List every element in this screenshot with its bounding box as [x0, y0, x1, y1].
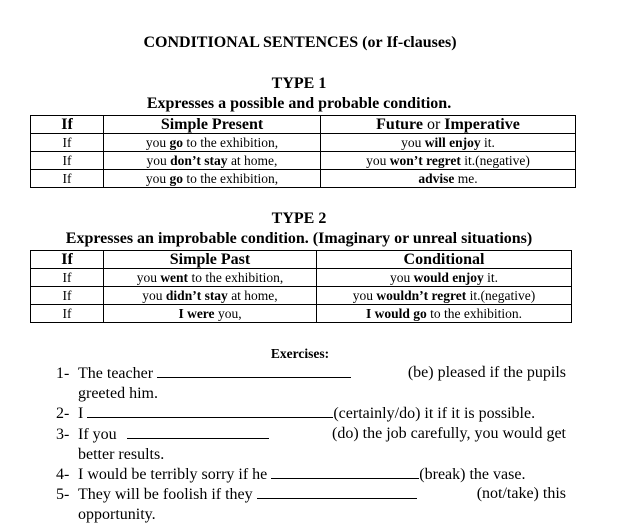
- table-row: [31, 287, 572, 305]
- exercise-item: [56, 464, 566, 485]
- exercise-continuation: better results.: [78, 446, 165, 463]
- exercise-number: 3-: [56, 426, 70, 443]
- if-cell: If: [31, 134, 104, 152]
- exercise-number: 2-: [56, 405, 70, 422]
- header-simple-present: Simple Present: [104, 116, 321, 134]
- type2-table: [30, 250, 572, 323]
- exercise-text: I would be terribly sorry if he: [78, 466, 268, 483]
- result-cell: advise me.: [321, 170, 576, 188]
- condition-cell: I were you,: [104, 305, 317, 323]
- type1-subtitle: Expresses a possible and probable condition.: [146, 95, 452, 112]
- if-cell: If: [31, 269, 104, 287]
- answer-blank[interactable]: [87, 403, 333, 418]
- exercise-number: 1-: [56, 365, 70, 382]
- table-row: [31, 152, 576, 170]
- header-if: If: [31, 251, 104, 269]
- if-cell: If: [31, 170, 104, 188]
- result-cell: you will enjoy it.: [321, 134, 576, 152]
- exercise-hint: (be) pleased if the pupils: [407, 364, 566, 381]
- table-row: [31, 170, 576, 188]
- table-row: [31, 305, 572, 323]
- header-conditional: Conditional: [317, 251, 572, 269]
- exercise-item: [56, 484, 566, 525]
- exercise-continuation: opportunity.: [78, 506, 156, 523]
- result-cell: you would enjoy it.: [317, 269, 572, 287]
- result-cell: I would go to the exhibition.: [317, 305, 572, 323]
- condition-cell: you go to the exhibition,: [104, 170, 321, 188]
- result-cell: you won’t regret it.(negative): [321, 152, 576, 170]
- exercises-title: Exercises:: [270, 346, 330, 361]
- condition-cell: you went to the exhibition,: [104, 269, 317, 287]
- condition-cell: you didn’t stay at home,: [104, 287, 317, 305]
- exercise-text: If you: [78, 426, 117, 443]
- exercise-item: [56, 363, 566, 404]
- table-row: [31, 134, 576, 152]
- exercise-continuation: greeted him.: [78, 385, 158, 402]
- if-cell: If: [31, 287, 104, 305]
- condition-cell: you go to the exhibition,: [104, 134, 321, 152]
- exercise-item: [56, 424, 566, 465]
- page-title: CONDITIONAL SENTENCES (or If-clauses): [143, 34, 457, 51]
- exercise-number: 5-: [56, 486, 70, 503]
- type1-heading: TYPE 1: [271, 75, 327, 92]
- type1-table: [30, 115, 576, 188]
- header-future-or-imperative: Future or Imperative: [321, 116, 576, 134]
- exercise-number: 4-: [56, 466, 70, 483]
- if-cell: If: [31, 152, 104, 170]
- exercise-text: They will be foolish if they: [78, 486, 253, 503]
- type2-heading: TYPE 2: [271, 210, 327, 227]
- exercise-hint: (do) the job carefully, you would get: [331, 425, 566, 442]
- answer-blank[interactable]: [127, 424, 269, 439]
- header-simple-past: Simple Past: [104, 251, 317, 269]
- table-row: [31, 269, 572, 287]
- exercise-hint: (certainly/do) it if it is possible.: [333, 405, 536, 422]
- exercise-text: I: [78, 405, 84, 422]
- exercise-hint: (break) the vase.: [419, 466, 526, 483]
- answer-blank[interactable]: [257, 484, 417, 499]
- result-cell: you wouldn’t regret it.(negative): [317, 287, 572, 305]
- exercise-hint: (not/take) this: [476, 485, 566, 502]
- header-if: If: [31, 116, 104, 134]
- if-cell: If: [31, 305, 104, 323]
- exercise-text: The teacher: [78, 365, 154, 382]
- table-header-row: [31, 116, 576, 134]
- condition-cell: you don’t stay at home,: [104, 152, 321, 170]
- answer-blank[interactable]: [271, 464, 419, 479]
- exercise-item: [56, 403, 566, 424]
- table-header-row: [31, 251, 572, 269]
- type2-subtitle: Expresses an improbable condition. (Imaginary or unreal situations): [65, 230, 533, 247]
- answer-blank[interactable]: [157, 363, 351, 378]
